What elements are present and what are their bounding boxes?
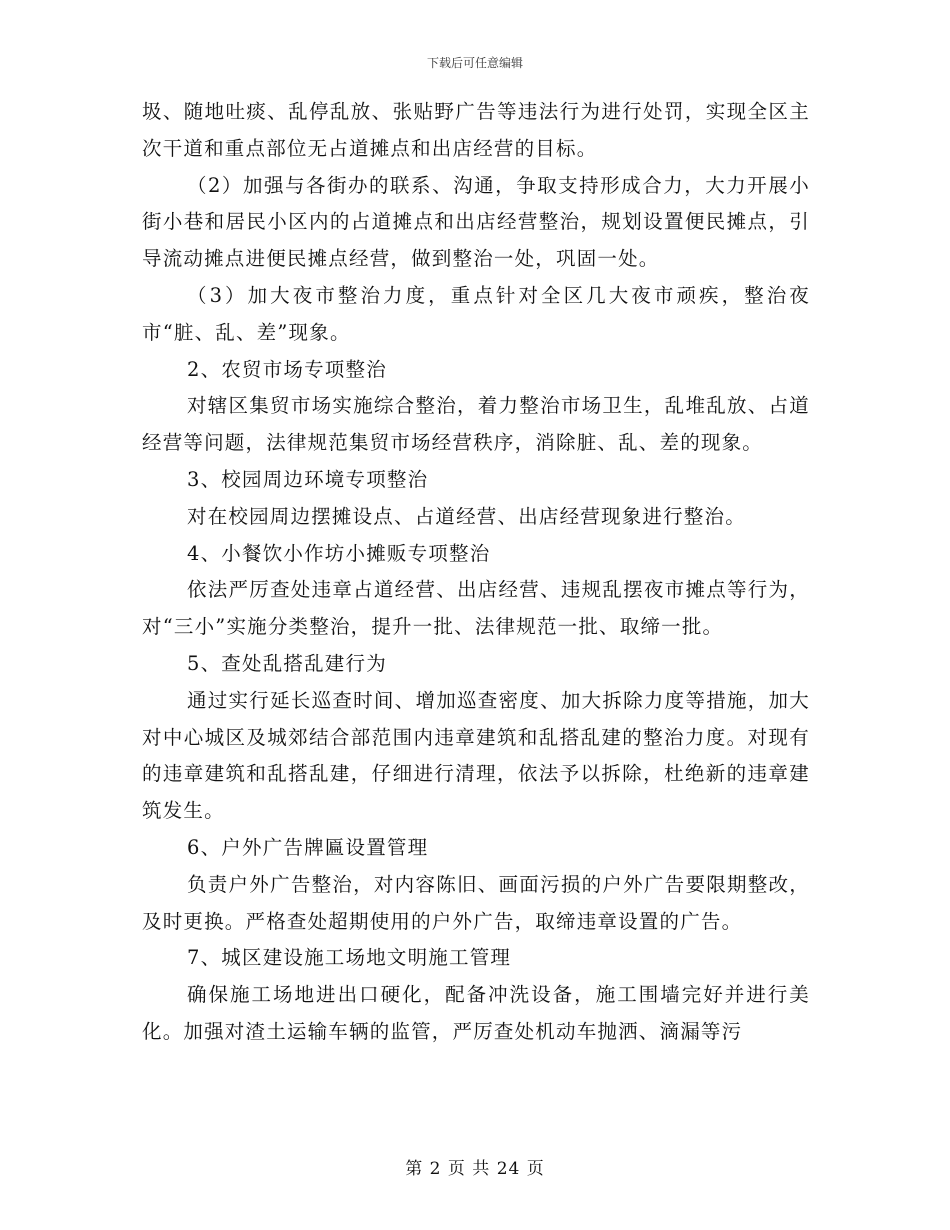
section-heading: 7、城区建设施工场地文明施工管理 xyxy=(187,946,512,970)
paragraph: 确保施工场地进出口硬化，配备冲洗设备，施工围墙完好并进行美化。加强对渣土运输车辆的监管，严厉查处机动车抛洒、滴漏等污 xyxy=(142,983,810,1043)
paragraph: （3）加大夜市整治力度，重点针对全区几大夜市顽疾，整治夜市“脏、乱、差”现象。 xyxy=(142,283,810,344)
section-heading: 6、户外广告牌匾设置管理 xyxy=(187,835,429,859)
paragraph: 通过实行延长巡查时间、增加巡查密度、加大拆除力度等措施，加大对中心城区及城郊结合部范围内违章建筑和乱搭乱建的整治力度。对现有的违章建筑和乱搭乱建，仔细进行清理，依法予以拆除，杜绝新的违章建筑发生。 xyxy=(142,688,810,823)
paragraph: 负责户外广告整治，对内容陈旧、画面污损的户外广告要限期整改，及时更换。严格查处超期使用的户外广告，取缔违章设置的广告。 xyxy=(142,872,810,933)
section-heading: 5、查处乱搭乱建行为 xyxy=(187,651,387,675)
page-header: 下载后可任意编辑 xyxy=(426,56,523,70)
paragraph: 对在校园周边摆摊设点、占道经营、出店经营现象进行整治。 xyxy=(187,504,746,528)
section-heading: 3、校园周边环境专项整治 xyxy=(187,467,429,491)
paragraph: 对辖区集贸市场实施综合整治，着力整治市场卫生，乱堆乱放、占道经营等问题，法律规范集贸市场经营秩序，消除脏、乱、差的现象。 xyxy=(142,394,810,455)
section-heading: 4、小餐饮小作坊小摊贩专项整治 xyxy=(187,541,491,565)
page-footer: 第 2 页 共 24 页 xyxy=(405,1159,545,1179)
document-body xyxy=(142,94,810,1051)
section-heading: 2、农贸市场专项整治 xyxy=(187,357,387,381)
paragraph: （2）加强与各街办的联系、沟通，争取支持形成合力，大力开展小街小巷和居民小区内的占道摊点和出店经营整治，规划设置便民摊点，引导流动摊点进便民摊点经营，做到整治一处，巩固一处。 xyxy=(142,173,810,271)
paragraph: 依法严厉查处违章占道经营、出店经营、违规乱摆夜市摊点等行为，对“三小”实施分类整治，提升一批、法律规范一批、取缔一批。 xyxy=(142,578,810,639)
paragraph: 圾、随地吐痰、乱停乱放、张贴野广告等违法行为进行处罚，实现全区主次干道和重点部位无占道摊点和出店经营的目标。 xyxy=(142,100,810,160)
